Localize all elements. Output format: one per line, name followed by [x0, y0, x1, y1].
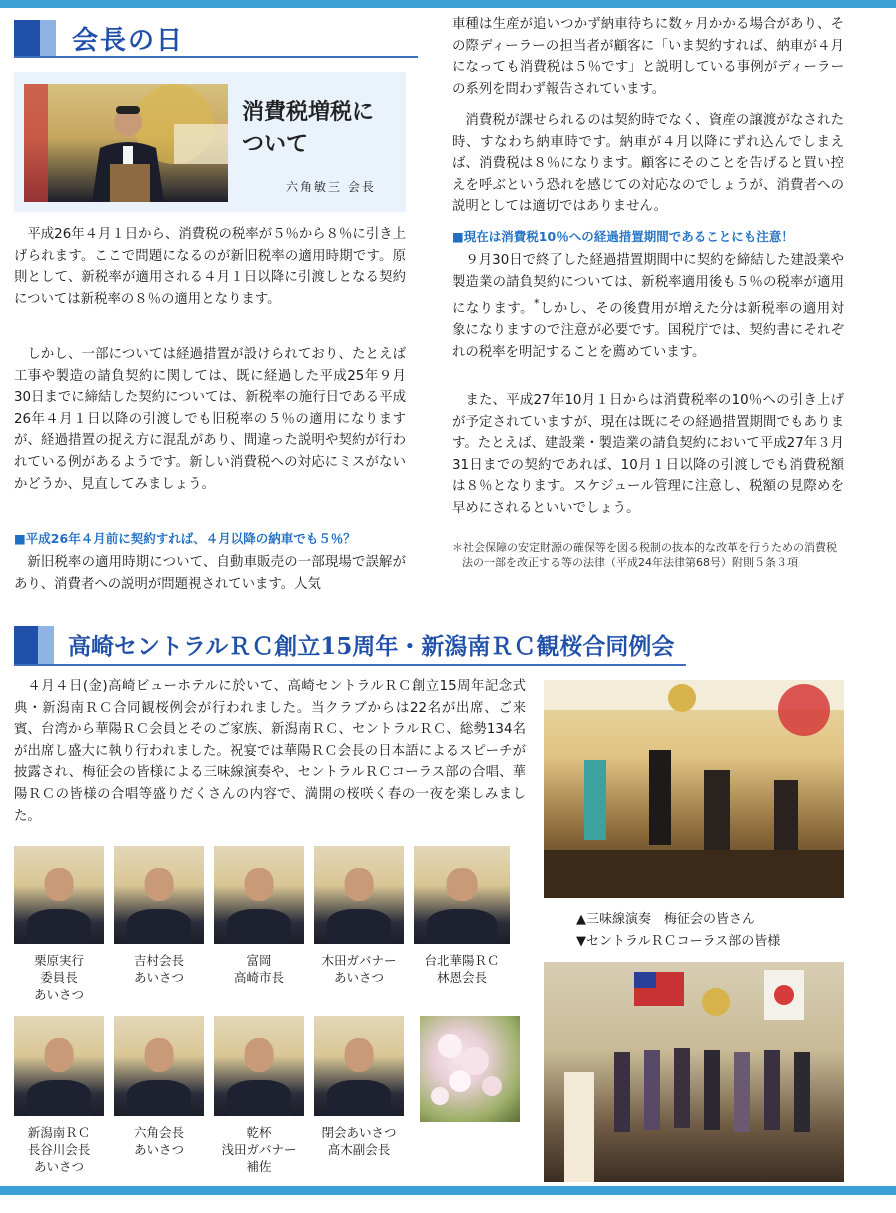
- section-header-president-day: [14, 18, 418, 58]
- photo-caption: [4, 952, 114, 1003]
- caption-line: 浅田ガバナー: [221, 1142, 297, 1157]
- paragraph-1: 平成26年４月１日から、消費税の税率が５％から８％に引き上げられます。ここで問題になるのが新旧税率の適用時期です。原則として、新税率が適用される４月１日以降に引渡しとなる契約については新税率の８％の適用となります。: [14, 227, 406, 307]
- chorus-photo: [544, 962, 844, 1182]
- photo-caption-chorus: ▼セントラルＲＣコーラス部の皆様: [576, 934, 781, 949]
- caption-line: あいさつ: [33, 1159, 84, 1174]
- paragraph-4: 車種は生産が追いつかず納車待ちに数ヶ月かかる場合があり、その際ディーラーの担当者が顧客に「いま契約すれば、納車が４月になっても消費税は５％です」と説明している事例がディーラーの系列を問わず報告されています。: [452, 17, 844, 97]
- caption-line: 林恩会長: [436, 970, 487, 985]
- section-header-joint-meeting: [14, 622, 686, 666]
- caption-line: 長谷川会長: [27, 1142, 91, 1157]
- speaker-photo-illustration: [24, 84, 228, 202]
- caption-line: 六角会長: [133, 1125, 184, 1140]
- author-byline: 六角敏三 会長: [286, 180, 376, 194]
- caption-line: 木田ガバナー: [321, 953, 397, 968]
- header-square-dark: [14, 20, 40, 56]
- caption-line: 補佐: [246, 1159, 272, 1174]
- caption-line: 台北華陽ＲＣ: [424, 953, 500, 968]
- photo-caption: [204, 1124, 314, 1175]
- portrait-photo: [214, 1016, 304, 1116]
- caption-line: 富岡: [246, 953, 272, 968]
- cherry-blossom-photo: [420, 1016, 520, 1122]
- caption-line: 吉村会長: [133, 953, 184, 968]
- header-square-dark: [14, 626, 38, 664]
- portrait-photo: [114, 846, 204, 944]
- section-title: 会長の日: [72, 26, 185, 56]
- feature-box: [14, 72, 406, 212]
- shamisen-performance-photo: [544, 680, 844, 898]
- feature-title: [242, 96, 374, 160]
- chorus-illustration: [544, 962, 844, 1182]
- photo-caption: [304, 952, 414, 986]
- caption-line: あいさつ: [33, 987, 84, 1002]
- caption-line: あいさつ: [333, 970, 384, 985]
- portrait-photo: [114, 1016, 204, 1116]
- section-title: 高崎セントラルＲＣ創立15周年・新潟南ＲＣ観桜合同例会: [68, 633, 675, 660]
- bottom-border: [0, 1186, 896, 1195]
- caption-line: 高崎市長: [233, 970, 284, 985]
- portrait-photo: [414, 846, 510, 944]
- paragraph-6-part-a: ９月30日で終了した経過措置期間中に契約を締結した建設業や製造業の請負契約については、新税率適用後も５％の税率が適用になります。: [452, 253, 844, 317]
- photo-caption: [404, 952, 520, 986]
- portrait-photo: [214, 846, 304, 944]
- caption-line: 乾杯: [246, 1125, 272, 1140]
- paragraph-6-part-b: しかし、その後費用が増えた分は新税率の適用対象になりますので注意が必要です。国税庁では、契約書にそれぞれの税率を明記することを薦めています。: [452, 301, 844, 360]
- photo-caption: [4, 1124, 114, 1175]
- feature-title-line1: 消費税増税に: [242, 99, 375, 125]
- caption-line: あいさつ: [133, 1142, 184, 1157]
- portrait-photo: [14, 846, 104, 944]
- stage-illustration: [544, 680, 844, 898]
- caption-line: 新潟南ＲＣ: [27, 1125, 91, 1140]
- speaker-photo: [24, 84, 228, 202]
- portrait-photo: [314, 1016, 404, 1116]
- top-border: [0, 0, 896, 8]
- photo-caption-shamisen: ▲三味線演奏 梅征会の皆さん: [576, 912, 755, 927]
- caption-line: 栗原実行: [33, 953, 84, 968]
- portrait-photo: [14, 1016, 104, 1116]
- photo-caption: [204, 952, 314, 986]
- photo-caption: [104, 952, 214, 986]
- paragraph-6: [452, 250, 844, 363]
- caption-line: 高木副会長: [327, 1142, 391, 1157]
- subheading-1: ■平成26年４月前に契約すれば、４月以降の納車でも５％？: [14, 531, 356, 546]
- paragraph-3: 新旧税率の適用時期について、自動車販売の一部現場で誤解があり、消費者への説明が問題視されています。人気: [14, 555, 406, 592]
- header-underline: [14, 664, 686, 666]
- photo-caption: [104, 1124, 214, 1158]
- header-underline: [14, 56, 418, 58]
- header-square-light: [40, 20, 56, 56]
- subheading-2: ■現在は消費税10％への経過措置期間であることにも注意！: [452, 229, 794, 244]
- paragraph-5: 消費税が課せられるのは契約時でなく、資産の譲渡がなされた時、すなわち納車時です。納車が４月以降にずれ込んでしまえば、消費税は８％になります。顧客にそのことを告げると買い控えを呼ぶという恐れを感じての対応なのでしょうが、消費者への説明としては適切ではありません。: [452, 113, 844, 215]
- paragraph-2: しかし、一部については経過措置が設けられており、たとえば工事や製造の請負契約に関しては、既に経過した平成25年９月30日までに締結した契約については、新税率の施行日である平成26年４月１日以降の引渡しでも旧税率の５％の適用になりますが、経過措置の捉え方に混乱があり、間違った説明や契約が行われている例があるようです。新しい消費税への対応にミスがないかどうか、見直してみましょう。: [14, 347, 406, 492]
- caption-line: 委員長: [40, 970, 78, 985]
- header-square-light: [38, 626, 54, 664]
- event-report: ４月４日(金)高崎ビューホテルに於いて、高崎セントラルＲＣ創立15周年記念式典・新潟南ＲＣ合同観桜例会が行われました。当クラブからは22名が出席、ご来賓、台湾から華陽ＲＣ会員とそのご家族、新潟南ＲＣ、セントラルＲＣ、総勢134名が出席し盛大に執り行われました。祝宴では華陽ＲＣ会長の日本語によるスピーチが披露され、梅征会の皆様による三味線演奏や、セントラルＲＣコーラス部の合唱、華陽ＲＣの皆様の合唱等盛りだくさんの内容で、満開の桜咲く春の一夜を楽しみました。: [14, 679, 526, 824]
- footnote-marker: *: [533, 297, 540, 311]
- caption-line: 閉会あいさつ: [321, 1125, 397, 1140]
- cherry-blossom-illustration: [420, 1016, 520, 1122]
- photo-caption: [304, 1124, 414, 1158]
- paragraph-7: また、平成27年10月１日からは消費税率の10％への引き上げが予定されていますが、現在は既にその経過措置期間でもあります。たとえば、建設業・製造業の請負契約において平成27年３月31日までの契約であれば、10月１日以降の引渡しでも消費税額は８％となります。スケジュール管理に注意し、税額の見際めを早めにされるといいでしょう。: [452, 393, 844, 516]
- portrait-photo: [314, 846, 404, 944]
- caption-line: あいさつ: [133, 970, 184, 985]
- feature-title-line2: ついて: [242, 131, 309, 157]
- footnote: ＊社会保障の安定財源の確保等を図る税制の抜本的な改革を行うための消費税法の一部を改正する等の法律（平成24年法律第68号）附則５条３項: [452, 541, 837, 569]
